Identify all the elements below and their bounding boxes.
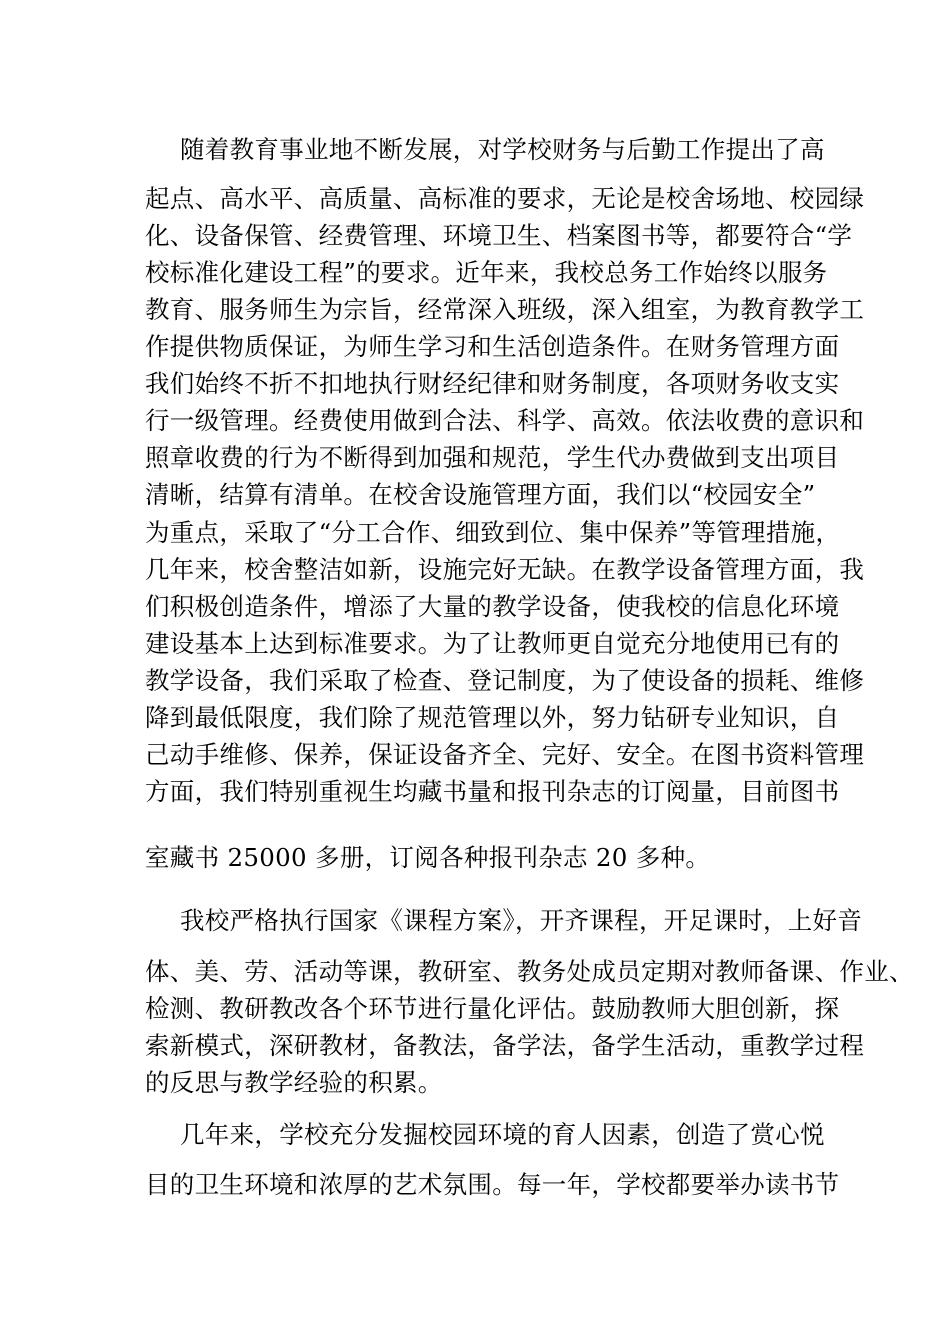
- paragraph-1-line-19: 室藏书 25000 多册，订阅各种报刊杂志 20 多种。: [145, 843, 711, 872]
- paragraph-2-line-3: 检测、教研教改各个环节进行量化评估。鼓励教师大胆创新，探: [145, 994, 840, 1023]
- paragraph-1-line-12: 几年来，校舍整洁如新，设施完好无缺。在教学设备管理方面，我: [145, 555, 865, 584]
- paragraph-1-line-13: 们积极创造条件，增添了大量的教学设备，使我校的信息化环境: [145, 592, 840, 621]
- paragraph-2-line-4: 索新模式，深研教材，备教法，备学法，备学生活动，重教学过程: [145, 1031, 865, 1060]
- paragraph-3-line-1: 几年来，学校充分发掘校园环境的育人因素，创造了赏心悦: [180, 1120, 825, 1149]
- paragraph-2-line-5: 的反思与教学经验的积累。: [145, 1068, 443, 1097]
- paragraph-1-line-9: 照章收费的行为不断得到加强和规范，学生代办费做到支出项目: [145, 443, 840, 472]
- paragraph-1-line-1: 随着教育事业地不断发展，对学校财务与后勤工作提出了高: [180, 135, 825, 164]
- paragraph-2-line-1: 我校严格执行国家《课程方案》，开齐课程，开足课时，上好音: [180, 906, 863, 935]
- paragraph-1-line-16: 降到最低限度，我们除了规范管理以外，努力钻研专业知识，自: [145, 703, 840, 732]
- paragraph-1-line-11: 为重点，采取了“分工合作、细致到位、集中保养”等管理措施，: [145, 518, 841, 547]
- paragraph-1-line-18: 方面，我们特别重视生均藏书量和报刊杂志的订阅量，目前图书: [145, 777, 840, 806]
- paragraph-3-line-2: 目的卫生环境和浓厚的艺术氛围。每一年，学校都要举办读书节: [145, 1170, 840, 1199]
- paragraph-1-line-8: 行一级管理。经费使用做到合法、科学、高效。依法收费的意识和: [145, 406, 865, 435]
- paragraph-1-line-7: 我们始终不折不扣地执行财经纪律和财务制度，各项财务收支实: [145, 369, 840, 398]
- paragraph-1-line-17: 己动手维修、保养，保证设备齐全、完好、安全。在图书资料管理: [145, 740, 865, 769]
- paragraph-1-line-3: 化、设备保管、经费管理、环境卫生、档案图书等，都要符合“学: [145, 221, 853, 250]
- paragraph-1-line-6: 作提供物质保证，为师生学习和生活创造条件。在财务管理方面: [145, 332, 840, 361]
- paragraph-2-line-2: 体、美、劳、活动等课，教研室、教务处成员定期对教师备课、作业、: [145, 957, 914, 986]
- paragraph-1-line-14: 建设基本上达到标准要求。为了让教师更自觉充分地使用已有的: [145, 629, 840, 658]
- paragraph-1-line-4: 校标准化建设工程”的要求。近年来，我校总务工作始终以服务: [145, 258, 828, 287]
- paragraph-1-line-5: 教育、服务师生为宗旨，经常深入班级，深入组室，为教育教学工: [145, 295, 865, 324]
- paragraph-1-line-15: 教学设备，我们采取了检查、登记制度，为了使设备的损耗、维修: [145, 666, 865, 695]
- paragraph-1-line-2: 起点、高水平、高质量、高标准的要求，无论是校舍场地、校园绿: [145, 184, 865, 213]
- paragraph-1-line-10: 清晰，结算有清单。在校舍设施管理方面，我们以“校园安全”: [145, 480, 816, 509]
